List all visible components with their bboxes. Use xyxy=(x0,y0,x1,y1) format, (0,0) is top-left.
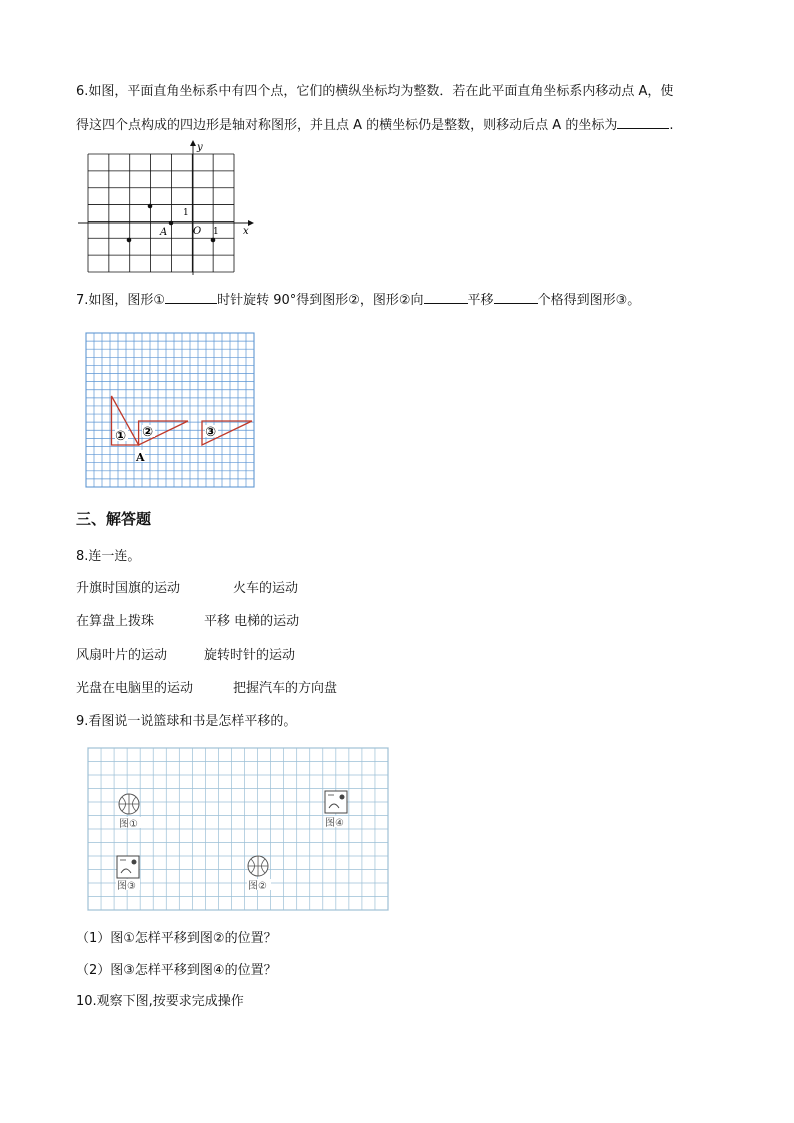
q6-unit-y: 1 xyxy=(183,208,189,218)
q6-point-a-label: A xyxy=(160,227,168,238)
q6-point-a xyxy=(169,221,174,226)
q9-fig1-label: 图① xyxy=(119,819,138,830)
q9-sub1: （1）图①怎样平移到图②的位置？ xyxy=(76,931,277,946)
q6-x-arrow-icon xyxy=(248,220,254,226)
q9-basketball-1 xyxy=(119,794,139,814)
q7-label-2: ② xyxy=(142,425,154,440)
q7-blank-3[interactable] xyxy=(494,291,538,304)
q6-line2-text: 得这四个点构成的四边形是轴对称图形，并且点 A 的横坐标仍是整数，则移动后点 A 的坐标为 xyxy=(76,118,618,133)
q6-line1: 6.如图，平面直角坐标系中有四个点，它们的横纵坐标均为整数．若在此平面直角坐标系内移动点 A，使 xyxy=(76,84,674,99)
q9-fig2-label: 图② xyxy=(248,881,267,892)
section-3-heading: 三、解答题 xyxy=(76,510,152,528)
q9-book-3 xyxy=(117,856,139,878)
q7-line xyxy=(76,291,640,310)
q9-fig3-label: 图③ xyxy=(117,881,136,892)
q7-text-a: 7.如图，图形① xyxy=(76,293,166,308)
q7-label-3: ③ xyxy=(205,425,217,440)
q6-point xyxy=(211,238,216,243)
q7-blank-2[interactable] xyxy=(424,291,468,304)
q6-answer-blank[interactable] xyxy=(617,116,669,129)
q9-title: 9.看图说一说篮球和书是怎样平移的。 xyxy=(76,714,297,729)
q6-unit-x: 1 xyxy=(213,227,219,237)
q6-line2-end: . xyxy=(669,118,674,133)
q6-y-arrow-icon xyxy=(190,140,196,146)
q7-text-b: 时针旋转 90°得到图形②，图形②向 xyxy=(217,293,424,308)
q9-basketball-2 xyxy=(248,856,268,876)
q6-line2 xyxy=(76,116,673,135)
q9-book-4 xyxy=(325,791,347,813)
q9-sub2: （2）图③怎样平移到图④的位置？ xyxy=(76,963,277,978)
q9-grid-figure xyxy=(88,748,390,912)
q7-text-c: 平移 xyxy=(467,293,494,308)
q7-text-d: 个格得到图形③。 xyxy=(537,293,641,308)
q10-title: 10.观察下图,按要求完成操作 xyxy=(76,994,244,1009)
q6-origin-label: O xyxy=(193,226,202,237)
q8-right-3[interactable]: 旋转时针的运动 xyxy=(204,648,296,663)
q8-title: 8.连一连。 xyxy=(76,549,141,564)
q7-blank-1[interactable] xyxy=(165,291,217,304)
q6-coordinate-grid xyxy=(76,140,256,280)
q8-right-2[interactable]: 平移 电梯的运动 xyxy=(204,614,300,629)
q6-point xyxy=(148,204,153,209)
q8-left-4[interactable]: 光盘在电脑里的运动 xyxy=(76,681,194,696)
q8-left-3[interactable]: 风扇叶片的运动 xyxy=(76,648,168,663)
q7-label-1: ① xyxy=(115,429,127,444)
q6-x-label: x xyxy=(243,226,249,237)
q7-point-a-label: A xyxy=(136,451,145,464)
q8-left-2[interactable]: 在算盘上拨珠 xyxy=(76,614,155,629)
q7-grid-figure xyxy=(86,333,256,489)
q6-point xyxy=(127,238,132,243)
q9-fig4-label: 图④ xyxy=(325,818,344,829)
q8-right-4[interactable]: 把握汽车的方向盘 xyxy=(233,681,338,696)
q6-y-label: y xyxy=(197,142,203,153)
q8-right-1[interactable]: 火车的运动 xyxy=(233,581,299,596)
q8-left-1[interactable]: 升旗时国旗的运动 xyxy=(76,581,181,596)
